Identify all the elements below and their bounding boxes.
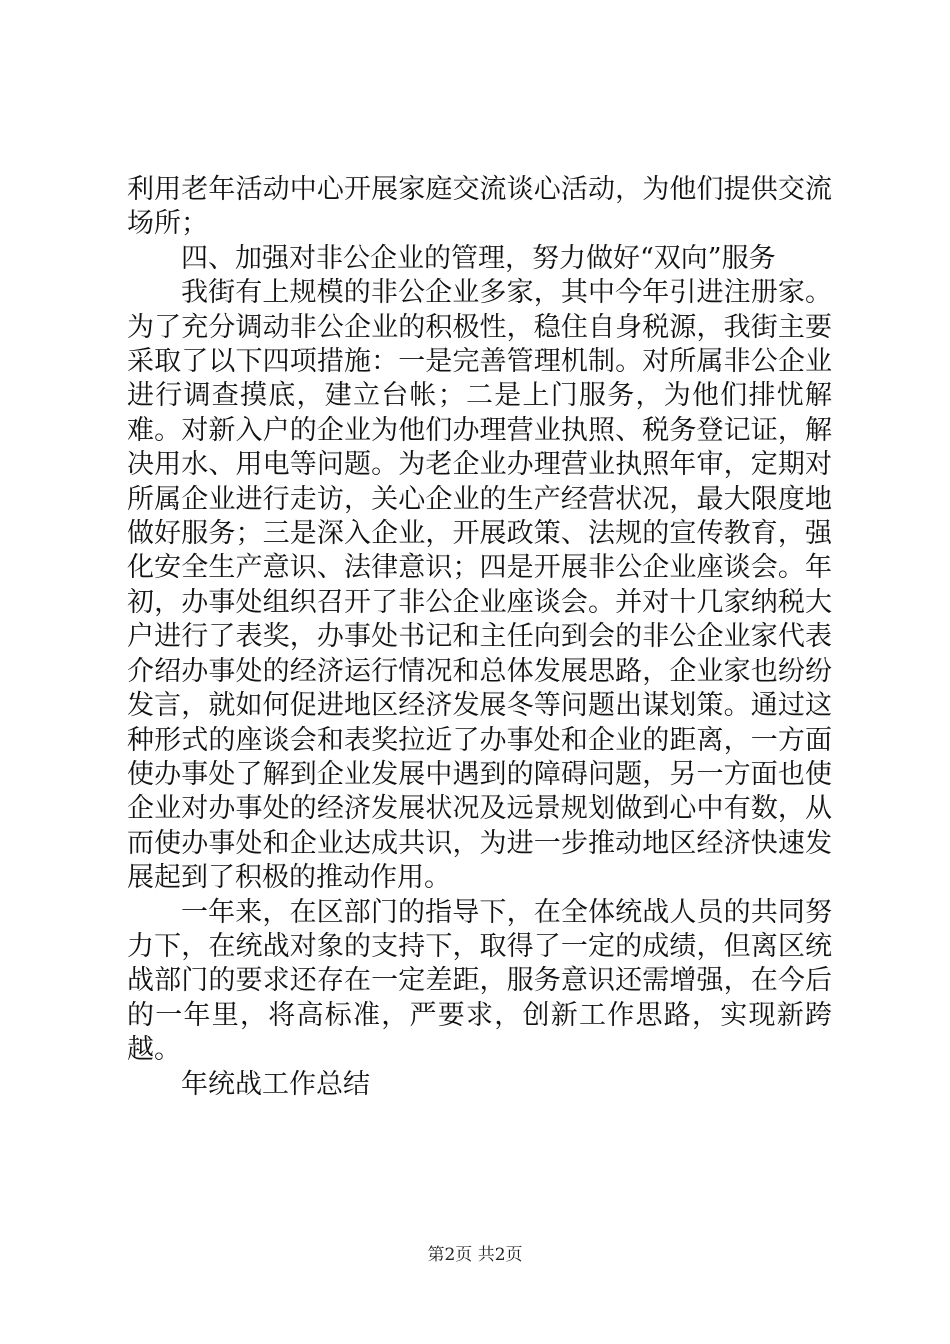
section-heading: 四、加强对非公企业的管理，努力做好“双向”服务 <box>181 242 776 274</box>
document-title-line: 年统战工作总结 <box>181 1068 370 1100</box>
paragraph-continuation: 利用老年活动中心开展家庭交流谈心活动，为他们提供交流场所； <box>127 174 832 240</box>
document-body <box>127 173 832 1102</box>
paragraph-summary: 一年来，在区部门的指导下，在全体统战人员的共同努力下，在统战对象的支持下，取得了一定的成绩，但离区统战部门的要求还存在一定差距，服务意识还需增强，在今后的一年里，将高标准，严要求，创新工作思路，实现新跨越。 <box>127 896 832 1066</box>
paragraph-measures: 我街有上规模的非公企业多家，其中今年引进注册家。为了充分调动非公企业的积极性，稳住自身税源，我街主要采取了以下四项措施：一是完善管理机制。对所属非公企业进行调查摸底，建立台帐；二是上门服务，为他们排忧解难。对新入户的企业为他们办理营业执照、税务登记证，解决用水、用电等问题。为老企业办理营业执照年审，定期对所属企业进行走访，关心企业的生产经营状况，最大限度地做好服务；三是深入企业，开展政策、法规的宣传教育，强化安全生产意识、法律意识；四是开展非公企业座谈会。年初，办事处组织召开了非公企业座谈会。并对十几家纳税大户进行了表奖，办事处书记和主任向到会的非公企业家代表介绍办事处的经济运行情况和总体发展思路，企业家也纷纷发言，就如何促进地区经济发展冬等问题出谋划策。通过这种形式的座谈会和表奖拉近了办事处和企业的距离，一方面使办事处了解到企业发展中遇到的障碍问题，另一方面也使企业对办事处的经济发展状况及远景规划做到心中有数，从而使办事处和企业达成共识，为进一步推动地区经济快速发展起到了积极的推动作用。 <box>127 277 832 894</box>
page-footer: 第2页 共2页 <box>427 1245 523 1265</box>
